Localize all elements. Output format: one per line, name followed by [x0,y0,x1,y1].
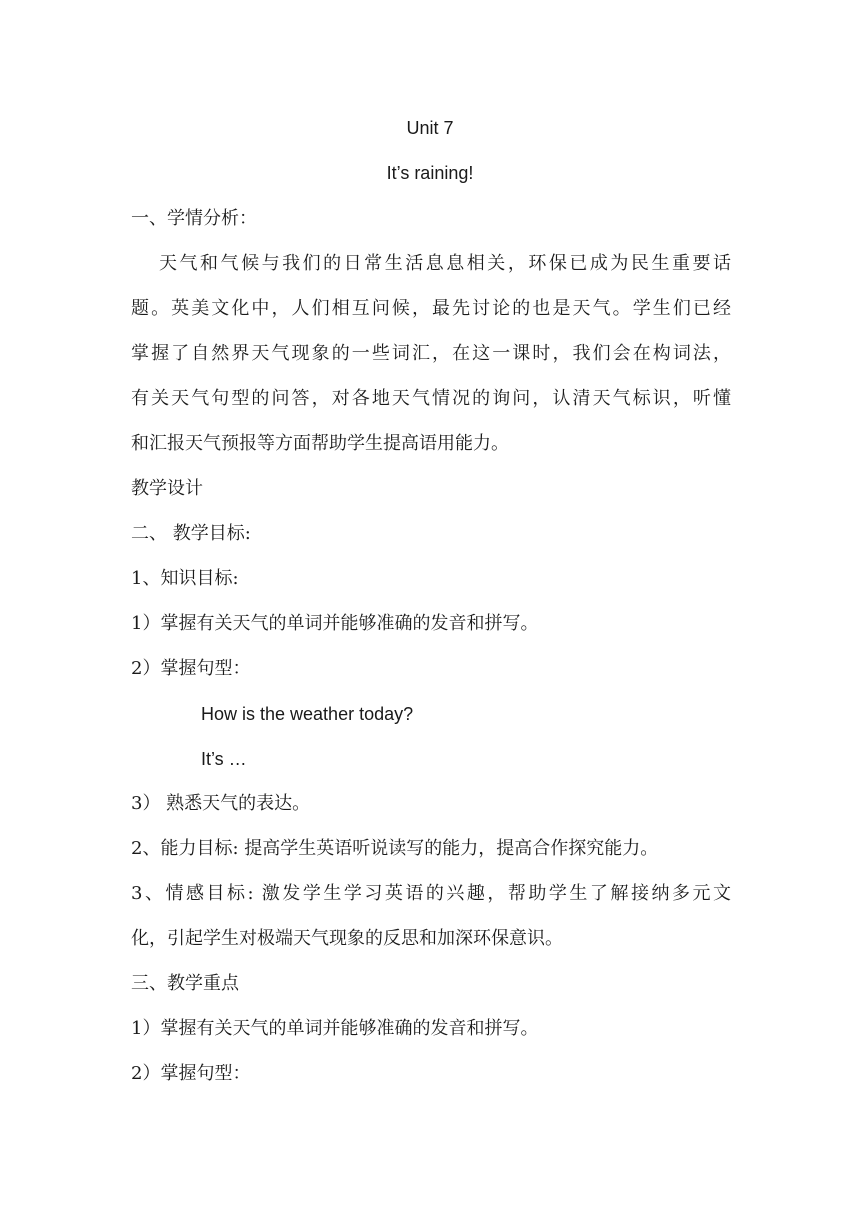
unit-title: Unit 7 [406,118,454,138]
analysis-line: 题。英美文化中，人们相互问候，最先讨论的也是天气。学生们已经 [131,298,731,319]
sentence-pattern: How is the weather today? [201,704,414,724]
knowledge-objective-item: 2）掌握句型： [131,658,251,679]
key-point-item: 2）掌握句型： [131,1063,251,1084]
knowledge-objective-heading: 1、知识目标: [131,568,239,589]
emotion-objective-line: 化，引起学生对极端天气现象的反思和加深环保意识。 [131,928,563,949]
key-point-item: 1）掌握有关天气的单词并能够准确的发音和拼写。 [131,1018,539,1039]
analysis-line: 有关天气句型的问答，对各地天气情况的询问，认清天气标识，听懂 [131,388,731,409]
sentence-pattern: It’s … [201,749,247,769]
analysis-line: 天气和气候与我们的日常生活息息相关，环保已成为民生重要话 [159,253,731,274]
emotion-objective-line: 3、情感目标: 激发学生学习英语的兴趣，帮助学生了解接纳多元文 [131,883,731,904]
ability-objective: 2、能力目标: 提高学生英语听说读写的能力，提高合作探究能力。 [131,838,659,859]
knowledge-objective-item: 1）掌握有关天气的单词并能够准确的发音和拼写。 [131,613,539,634]
lesson-subtitle: It’s raining! [386,163,474,183]
analysis-line: 和汇报天气预报等方面帮助学生提高语用能力。 [131,433,509,454]
section-heading-analysis: 一、学情分析： [131,208,257,229]
section-heading-design: 教学设计 [131,478,203,499]
analysis-line: 掌握了自然界天气现象的一些词汇，在这一课时，我们会在构词法， [131,343,731,364]
section-heading-key-points: 三、教学重点 [131,973,239,994]
knowledge-objective-item: 3） 熟悉天气的表达。 [131,793,311,814]
section-heading-objectives: 二、 教学目标: [131,523,251,544]
